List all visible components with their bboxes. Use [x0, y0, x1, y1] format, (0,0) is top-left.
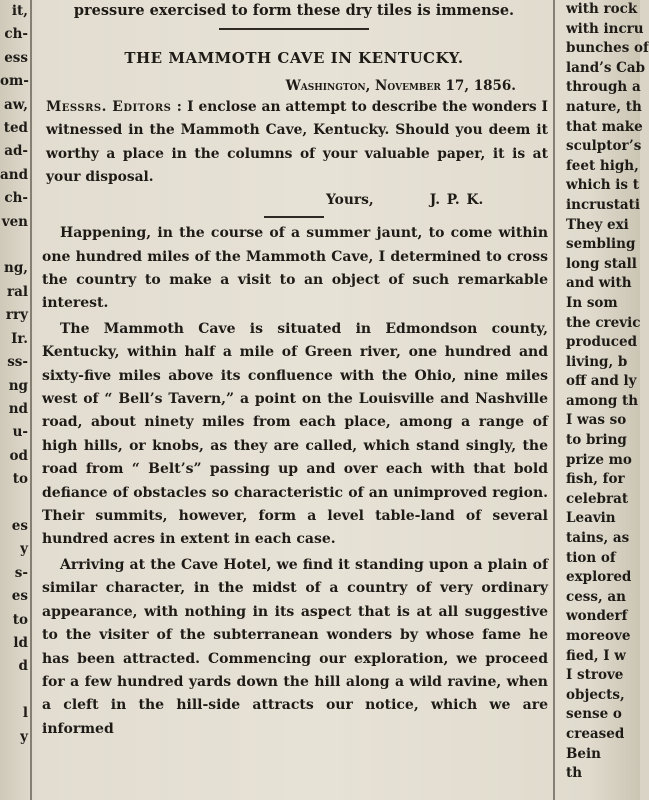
editor-letter [46, 96, 548, 189]
column-fragment-line: d [18, 658, 28, 675]
column-fragment-line: om- [0, 73, 29, 90]
column-fragment-line: aw, [4, 96, 28, 113]
column-fragment-line: with rock [566, 1, 638, 17]
column-fragment-line: wonderf [566, 608, 628, 625]
column-fragment-line: Bein [566, 745, 601, 762]
previous-article-last-line: pressure exercised to form these dry tiles is immense. [73, 2, 515, 19]
column-fragment-line: objects, [566, 686, 625, 703]
column-fragment-line: and with [566, 275, 632, 292]
column-fragment-line: to [12, 471, 28, 488]
column-fragment-line: long stall [566, 255, 637, 272]
column-fragment-line: ch- [4, 26, 28, 43]
column-fragment-line: y [20, 728, 28, 745]
column-fragment-line: Leavin [566, 510, 616, 527]
letter-signoff [36, 189, 552, 212]
column-fragment-line: sculptor’s [566, 138, 642, 155]
column-fragment-line: I was so [566, 412, 627, 429]
column-fragment-line: among th [566, 392, 639, 409]
column-fragment-line: sense o [566, 706, 622, 723]
column-fragment-line: feet high, [566, 157, 639, 174]
column-fragment-line: living, b [566, 353, 628, 370]
column-fragment-line: fish, for [566, 471, 625, 488]
column-fragment-line [0, 492, 30, 515]
article-paragraph: The Mammoth Cave is situated in Edmondson county, Kentucky, within half a mile of Green river, one hundred and sixty-five miles above its confluence with the Ohio, nine miles west of “ Bell’s Tavern,” a point on the Louisville and Nashville road, about ninety miles from each place, among a range of high hills, or knobs, as they are called, which stand singly, the road from “ Belt’s” passing up and over each with that bold defiance of obstacles so characteristic of an unimproved region. Their summits, however, form a level table-land of several hundred acres in extent in each case. [42, 320, 548, 548]
column-fragment-line: rry [5, 307, 28, 324]
letter-salutation: Messrs. Editors : [46, 99, 183, 115]
column-fragment-line: u- [12, 424, 28, 441]
column-fragment-line: In som [566, 294, 618, 311]
column-fragment-line: produced [566, 334, 638, 351]
column-fragment-line: explored [566, 569, 632, 586]
column-fragment-line: fied, I w [566, 647, 626, 664]
column-fragment-line: creased [566, 725, 625, 742]
column-fragment-line: cess, an [566, 588, 626, 605]
column-fragment-line: sembling [566, 236, 636, 253]
column-fragment-line: prize mo [566, 451, 632, 468]
column-fragment-line: tains, as [566, 530, 630, 547]
column-fragment-line: to [12, 611, 28, 628]
column-fragment-line: ch- [4, 190, 28, 207]
column-fragment-line: ld [13, 634, 28, 651]
article-column [36, 0, 552, 800]
article-body [42, 222, 548, 741]
left-column-fragments [0, 0, 30, 800]
column-fragment-line: y [20, 541, 28, 558]
column-fragment-line: the crevic [566, 314, 641, 331]
column-fragment-line: They exi [566, 216, 629, 233]
column-fragment-line: ven [1, 213, 28, 230]
column-fragment-line: ad- [4, 143, 28, 160]
column-fragment-line: to bring [566, 432, 627, 449]
column-fragment-line: I strove [566, 667, 624, 684]
column-fragment-line: ng, [4, 260, 28, 277]
column-fragment-line: incrustati [566, 196, 641, 213]
column-fragment-line: celebrat [566, 490, 629, 507]
letter-body: I enclose an attempt to describe the wonders I witnessed in the Mammoth Cave, Kentucky. Should you deem it worthy a place in the columns of your valuable paper, it is at your disposal. [46, 99, 548, 185]
letter-signature: J. P. K. [429, 192, 484, 209]
article-headline: THE MAMMOTH CAVE IN KENTUCKY. [124, 49, 464, 67]
article-dateline: Washington, November 17, 1856. [285, 78, 516, 94]
column-fragment-line: es [11, 588, 28, 605]
column-fragment-line: th [566, 765, 583, 782]
column-fragment-line: which is t [566, 177, 639, 194]
column-fragment-line: with incru [566, 20, 644, 37]
column-fragment-line: s- [14, 564, 28, 581]
column-rule-left [30, 0, 32, 800]
column-fragment-line: land’s Cab [566, 59, 646, 76]
column-fragment-line: ss- [7, 354, 28, 371]
column-fragment-line: es [11, 517, 28, 534]
right-column-fragments [560, 0, 649, 800]
column-fragment-line: ess [4, 49, 28, 66]
column-fragment-line: that make [566, 118, 643, 135]
article-paragraph: Arriving at the Cave Hotel, we find it standing upon a plain of similar character, in the midst of a country of very ordinary appearance, with nothing in its aspect that is at all suggestive to the visiter of the subterranean wonders by whose fame he has been attracted. Commencing our exploration, we proceed for a few hundred yards down the hill along a wild ravine, when a cleft in the hill-side attracts our notice, which we are informed [42, 556, 548, 737]
column-fragment-line: ral [7, 283, 28, 300]
column-rule-right [553, 0, 555, 800]
column-fragment-line: Ir. [11, 330, 28, 347]
column-fragment-line: off and ly [566, 373, 637, 390]
column-fragment-line: moreove [566, 628, 631, 644]
separator-rule [219, 28, 369, 30]
column-fragment-line: l [22, 705, 28, 722]
article-paragraph: Happening, in the course of a summer jaunt, to come within one hundred miles of the Mammoth Cave, I determined to cross the country to make a visit to an object of such remarkable interest. [42, 225, 548, 312]
column-fragment-line: through a [566, 79, 641, 96]
column-fragment-line [0, 234, 30, 257]
column-fragment-line: it, [11, 3, 28, 19]
column-fragment-line: nature, th [566, 98, 642, 115]
signature-rule [264, 216, 324, 218]
column-fragment-line: ng [8, 377, 28, 394]
column-fragment-line: bunches of [566, 40, 649, 57]
column-fragment-line: ted [3, 120, 28, 137]
column-fragment-line [0, 679, 30, 702]
column-fragment-line: nd [8, 400, 28, 417]
letter-closing: Yours, [326, 192, 374, 209]
column-fragment-line: and [0, 166, 29, 183]
column-fragment-line: tion of [566, 549, 616, 566]
column-fragment-line: od [9, 447, 28, 464]
